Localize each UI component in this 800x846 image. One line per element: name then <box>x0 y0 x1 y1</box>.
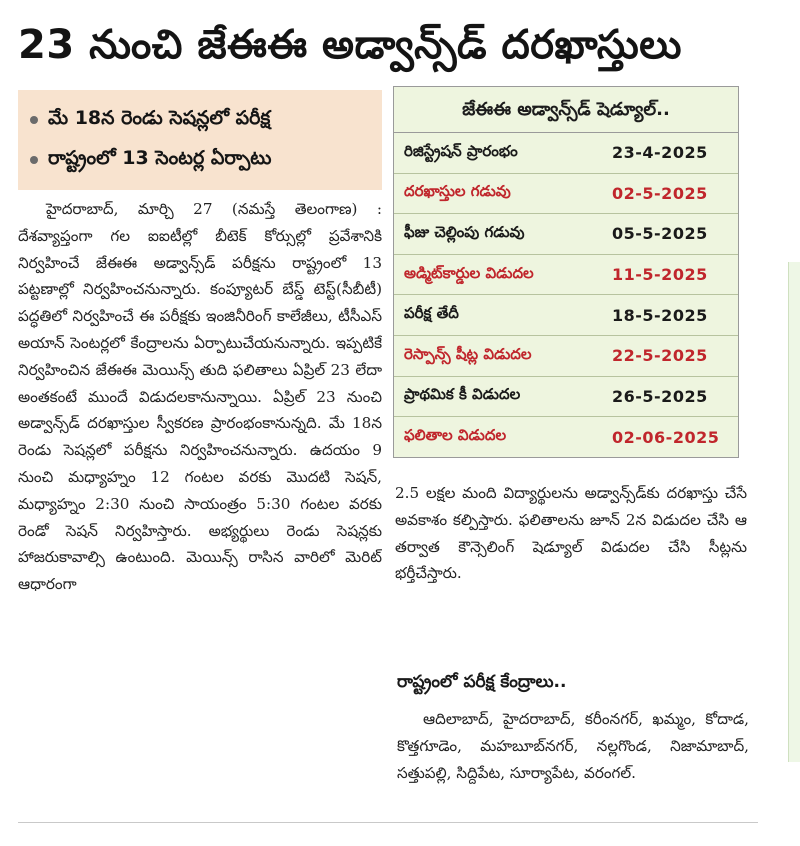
divider <box>18 822 758 823</box>
schedule-row <box>394 336 738 377</box>
highlight-text: రాష్ట్రంలో 13 సెంటర్ల ఏర్పాటు <box>48 146 272 169</box>
schedule-date: 02-5-2025 <box>612 183 708 203</box>
schedule-label: ఫీజు చెల్లింపు గడువు <box>404 222 525 241</box>
schedule-label: రిజిస్ట్రేషన్ ప్రారంభం <box>404 141 518 160</box>
schedule-row <box>394 295 738 336</box>
adjacent-article-strip <box>788 262 800 762</box>
schedule-label: పరీక్ష తేదీ <box>404 304 459 323</box>
schedule-label: రెస్పాన్స్ షీట్ల విడుదల <box>404 344 532 363</box>
schedule-row <box>394 377 738 418</box>
schedule-title: జేఈఈ అడ్వాన్స్‌డ్ షెడ్యూల్.. <box>394 87 738 133</box>
schedule-date: 05-5-2025 <box>612 224 708 244</box>
highlight-item <box>30 140 370 180</box>
schedule-date: 18-5-2025 <box>612 305 708 325</box>
schedule-date: 02-06-2025 <box>612 427 720 447</box>
bullet-icon <box>30 156 38 164</box>
schedule-date: 26-5-2025 <box>612 386 708 406</box>
article-paragraph: హైదరాబాద్, మార్చి 27 (నమస్తే తెలంగాణ) : దేశవ్యాప్తంగా గల ఐఐటీల్లో బీటెక్ కోర్సుల్లో ప్రవేశానికి నిర్వహించే జేఈఈ అడ్వాన్స్‌డ్ పరీక్షను రాష్ట్రంలో 13 పట్టణాల్లో నిర్వహించనున్నారు. కంప్యూటర్ బేస్డ్ టెస్ట్(సీబీటీ) పద్ధతిలో నిర్వహించే ఈ పరీక్షకు ఇంజినీరింగ్ కాలేజీలు, టీసీఎస్ అయాన్ సెంటర్లలో కేంద్రాలను ఏర్పాటుచేయనున్నారు. ఇప్పటికే నిర్వహించిన జేఈఈ మెయిన్స్ తుది ఫలితాలు ఏప్రిల్ 23 లేదా అంతకంటే ముందే విడుదలకానున్నాయి. ఏప్రిల్ 23 నుంచి అడ్వాన్స్‌డ్ దరఖాస్తుల స్వీకరణ ప్రారంభంకానున్నది. మే 18న రెండు సెషన్లలో పరీక్షను నిర్వహించనున్నారు. ఉదయం 9 నుంచి మధ్యాహ్నం 12 గంటల వరకు మొదటి సెషన్, మధ్యాహ్నం 2:30 నుంచి సాయంత్రం 5:30 గంటల వరకు రెండో సెషన్ నిర్వహిస్తారు. అభ్యర్థులు రెండు సెషన్లకు హాజరుకావాల్సి ఉంటుంది. మెయిన్స్ రాసిన వారిలో మెరిట్ ఆధారంగా <box>18 200 382 594</box>
schedule-row <box>394 417 738 458</box>
schedule-date: 22-5-2025 <box>612 346 708 366</box>
article-body-left <box>18 196 382 816</box>
centers-heading: రాష్ట్రంలో పరీక్ష కేంద్రాలు.. <box>397 672 567 692</box>
schedule-label: ఫలితాల విడుదల <box>404 426 507 445</box>
schedule-date: 23-4-2025 <box>612 143 708 163</box>
highlight-text: మే 18న రెండు సెషన్లలో పరీక్ష <box>48 106 271 129</box>
schedule-label: అడ్మిట్‌కార్డుల విడుదల <box>404 263 534 282</box>
headline: 23 నుంచి జేఈఈ అడ్వాన్స్‌డ్ దరఖాస్తులు <box>18 22 682 68</box>
bullet-icon <box>30 116 38 124</box>
centers-list: ఆదిలాబాద్, హైదరాబాద్, కరీంనగర్, ఖమ్మం, కోదాడ, కొత్తగూడెం, మహబూబ్‌నగర్, నల్లగొండ, నిజామాబాద్, సత్తుపల్లి, సిద్దిపేట, సూర్యాపేట, వరంగల్. <box>397 710 749 782</box>
schedule-label: దరఖాస్తుల గడువు <box>404 182 511 201</box>
schedule-table <box>393 86 739 458</box>
highlight-item <box>30 100 370 140</box>
schedule-label: ప్రాథమిక కీ విడుదల <box>404 385 521 404</box>
schedule-row <box>394 133 738 174</box>
highlights-box <box>18 90 382 190</box>
schedule-row <box>394 255 738 296</box>
schedule-date: 11-5-2025 <box>612 265 708 285</box>
schedule-row <box>394 214 738 255</box>
article-body-right: 2.5 లక్షల మంది విద్యార్థులను అడ్వాన్స్‌డ్‌కు దరఖాస్తు చేసే అవకాశం కల్పిస్తారు. ఫలితాలను జూన్ 2న విడుదల చేసి ఆ తర్వాత కౌన్సెలింగ్ షెడ్యూల్ విడుదల చేసి సీట్లను భర్తీచేస్తారు. <box>395 484 747 583</box>
schedule-row <box>394 174 738 215</box>
